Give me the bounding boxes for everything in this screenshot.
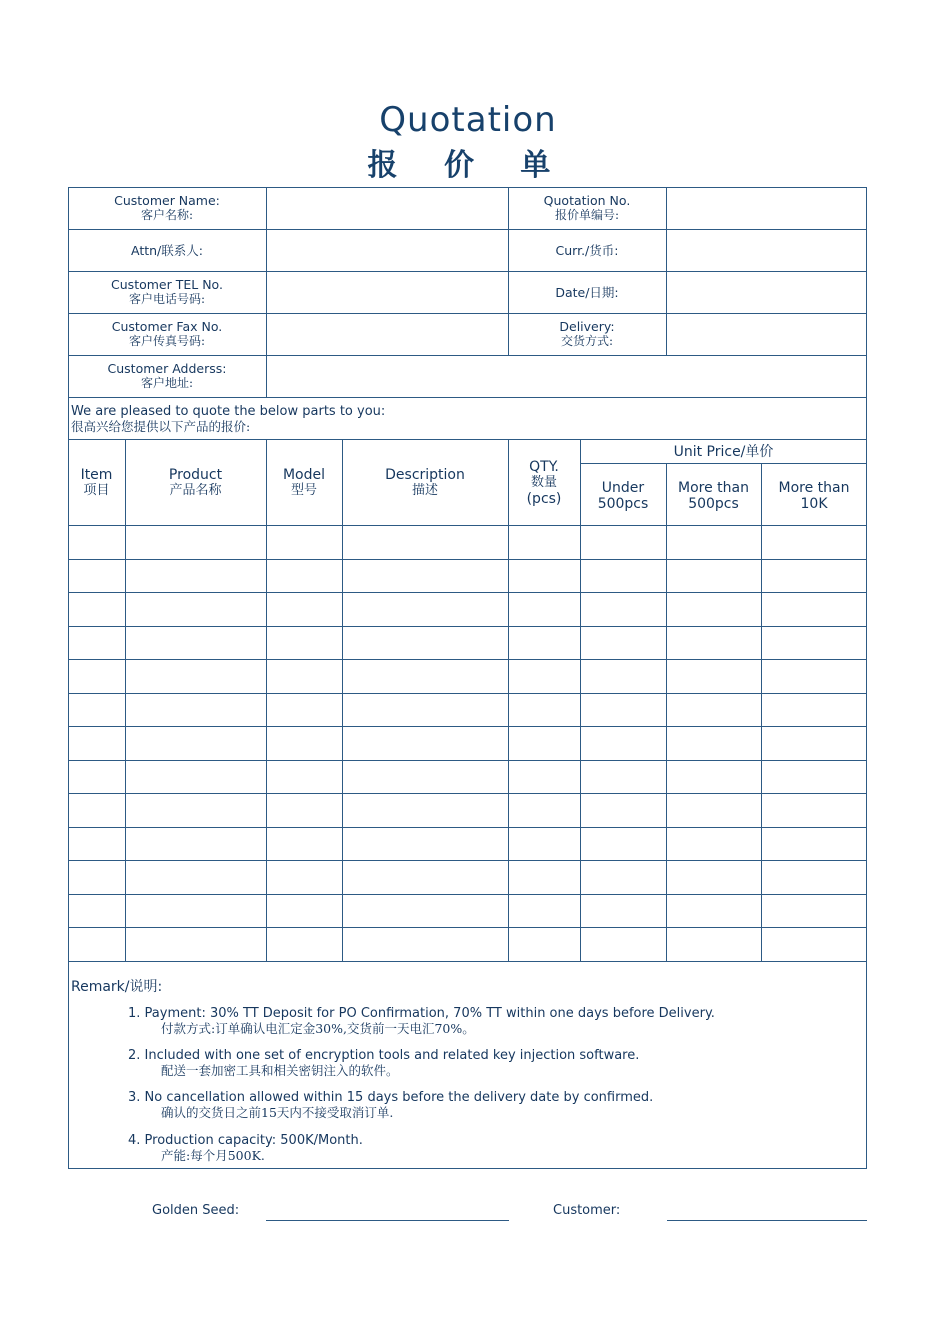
table-row-line xyxy=(68,525,867,526)
column-header-description: Description 描述 xyxy=(385,466,465,498)
table-row-line xyxy=(68,693,867,694)
date-label: Date/日期: xyxy=(555,284,619,300)
table-row-line xyxy=(68,961,867,962)
document-title-en: Quotation xyxy=(379,100,557,140)
quotation-no-label: Quotation No. 报价单编号: xyxy=(543,193,631,222)
date-field[interactable] xyxy=(667,272,866,313)
remark-item: 1. Payment: 30% TT Deposit for PO Confirmation, 70% TT within one days before Delivery. 付款方式:订单确认电汇定金30%,交货前一天电汇70%。 xyxy=(128,1006,715,1036)
intro-text: We are pleased to quote the below parts to you: 很高兴给您提供以下产品的报价: xyxy=(71,404,386,434)
column-header-unit-price: Unit Price/单价 xyxy=(673,443,774,460)
table-row-line xyxy=(68,659,867,660)
customer-tel-label: Customer TEL No. 客户电话号码: xyxy=(111,277,223,306)
table-row-line xyxy=(68,793,867,794)
table-row-line xyxy=(68,894,867,895)
customer-address-field[interactable] xyxy=(267,356,866,397)
customer-address-label: Customer Adderss: 客户地址: xyxy=(107,361,227,390)
attn-field[interactable] xyxy=(267,230,508,271)
golden-seed-signature-line[interactable] xyxy=(266,1220,509,1221)
grid-line xyxy=(68,397,867,398)
currency-field[interactable] xyxy=(667,230,866,271)
column-header-under-500: Under 500pcs xyxy=(597,479,649,512)
table-row-line xyxy=(68,760,867,761)
column-header-over-10k: More than 10K xyxy=(778,479,850,512)
customer-name-label: Customer Name: 客户名称: xyxy=(114,193,220,222)
attn-label: Attn/联系人: xyxy=(131,242,203,258)
customer-fax-field[interactable] xyxy=(267,314,508,355)
golden-seed-signature-label: Golden Seed: xyxy=(152,1203,240,1218)
remark-item: 4. Production capacity: 500K/Month. 产能:每个月500K. xyxy=(128,1133,363,1163)
column-header-qty: QTY. 数量 (pcs) xyxy=(526,458,562,507)
column-header-over-500: More than 500pcs xyxy=(678,479,749,512)
remark-label: Remark/说明: xyxy=(71,979,163,995)
remark-item: 2. Included with one set of encryption tools and related key injection software. 配送一套加密工具和相关密钥注入的软件。 xyxy=(128,1048,640,1078)
grid-line xyxy=(666,463,667,961)
table-row-line xyxy=(68,592,867,593)
document-title-cn: 报 价 单 xyxy=(367,148,569,183)
customer-tel-field[interactable] xyxy=(267,272,508,313)
table-row-line xyxy=(68,927,867,928)
customer-signature-label: Customer: xyxy=(553,1203,621,1218)
currency-label: Curr./货币: xyxy=(555,242,619,258)
column-header-model: Model 型号 xyxy=(282,466,326,498)
delivery-field[interactable] xyxy=(667,314,866,355)
table-row-line xyxy=(68,827,867,828)
table-row-line xyxy=(68,860,867,861)
table-row-line xyxy=(68,559,867,560)
column-header-item: Item 项目 xyxy=(80,466,113,498)
remark-item: 3. No cancellation allowed within 15 days before the delivery date by confirmed. 确认的交货日之前15天内不接受取消订单. xyxy=(128,1090,654,1120)
table-row-line xyxy=(68,626,867,627)
column-header-product: Product 产品名称 xyxy=(168,466,223,498)
quotation-no-field[interactable] xyxy=(667,188,866,229)
customer-signature-line[interactable] xyxy=(667,1220,867,1221)
delivery-label: Delivery: 交货方式: xyxy=(559,319,615,348)
table-row-line xyxy=(68,726,867,727)
customer-name-field[interactable] xyxy=(267,188,508,229)
grid-line xyxy=(761,463,762,961)
customer-fax-label: Customer Fax No. 客户传真号码: xyxy=(111,319,223,348)
